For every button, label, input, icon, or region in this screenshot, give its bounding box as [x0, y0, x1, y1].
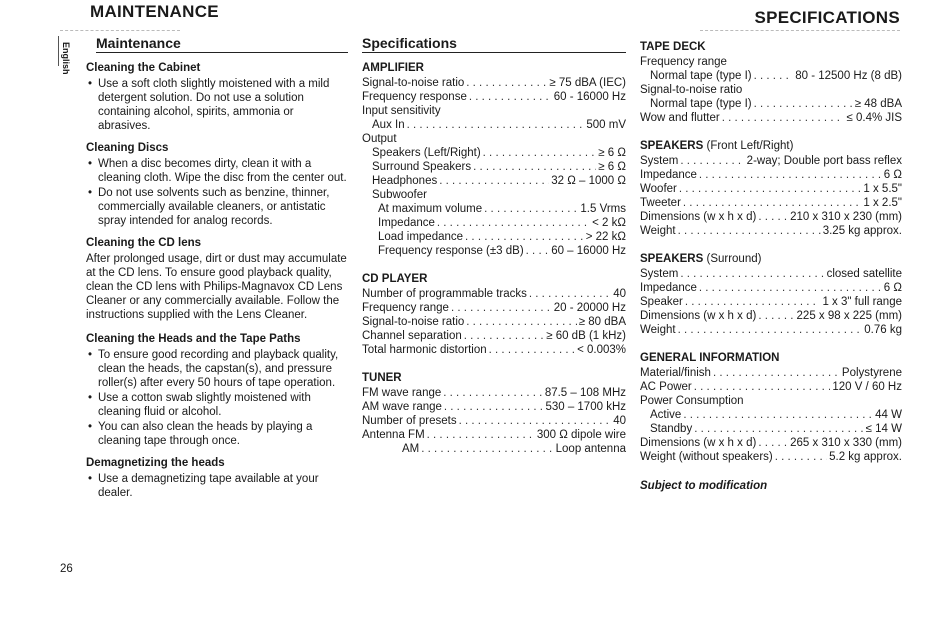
- lens-text: After prolonged usage, dirt or dust may accumulate at the CD lens. To ensure good playback quality, clean the CD lens with Philips-Magnavox CD Lens Cleaner or any commercially available. Follow the instructions supplied with the Lens Cleaner.: [86, 253, 347, 321]
- leader-dots: [529, 287, 611, 301]
- spec-label: Aux In: [372, 119, 405, 131]
- leader-dots: [427, 428, 535, 442]
- specifications-title: Specifications: [362, 36, 626, 53]
- spec-value: Polystyrene: [841, 367, 902, 379]
- spec-row: [640, 196, 902, 210]
- spec-value: < 2 kΩ: [592, 217, 626, 229]
- spec-row: [362, 90, 626, 104]
- tuner-heading: TUNER: [362, 372, 402, 384]
- leader-dots: [680, 267, 824, 281]
- spec-subheading: Input sensitivity: [362, 105, 441, 117]
- spec-row: [640, 366, 902, 380]
- spec-label: Dimensions (w x h x d): [640, 437, 757, 449]
- speakers-surround-title: SPEAKERS: [640, 253, 704, 265]
- spec-value: 20 - 20000 Hz: [553, 302, 626, 314]
- spec-value: ≤ 14 W: [865, 423, 902, 435]
- spec-value: 120 V / 60 Hz: [832, 381, 902, 393]
- spec-label: Speakers (Left/Right): [372, 147, 481, 159]
- spec-value: 40: [613, 288, 626, 300]
- spec-row: [640, 436, 902, 450]
- spec-label: Impedance: [640, 282, 697, 294]
- leader-dots: [694, 380, 831, 394]
- spec-value: 6 Ω: [883, 282, 902, 294]
- spec-label: Normal tape (type I): [650, 98, 752, 110]
- spec-value: 225 x 98 x 225 (mm): [796, 310, 902, 322]
- speakers-front-title: SPEAKERS: [640, 140, 704, 152]
- tape-deck-heading: TAPE DECK: [640, 41, 706, 53]
- spec-row: [362, 244, 626, 258]
- list-item: • Use a soft cloth slightly moistened with a mild detergent solution. Do not use a solution containing alcohol, spirits, ammonia or abrasives.: [86, 77, 348, 133]
- spec-label: Headphones: [372, 175, 438, 187]
- general-info-heading: GENERAL INFORMATION: [640, 352, 780, 364]
- list-item: • You can also clean the heads by playing a cleaning tape through once.: [86, 420, 348, 448]
- leader-dots: [694, 422, 863, 436]
- spec-row: [640, 69, 902, 83]
- maintenance-title: Maintenance: [96, 36, 348, 53]
- spec-value: 1 x 3" full range: [822, 296, 902, 308]
- spec-subheading: Power Consumption: [640, 395, 744, 407]
- list-item: • Use a cotton swab slightly moistened with cleaning fluid or alcohol.: [86, 391, 348, 419]
- spec-label: AM wave range: [362, 401, 442, 413]
- heads-heading: Cleaning the Heads and the Tape Paths: [86, 333, 301, 345]
- spec-row: [362, 428, 626, 442]
- spec-row: [640, 281, 902, 295]
- spec-value: 210 x 310 x 230 (mm): [790, 211, 902, 223]
- spec-row: [362, 400, 626, 414]
- heads-list: [86, 348, 348, 448]
- spec-row: [362, 160, 626, 174]
- spec-value: ≥ 6 Ω: [598, 147, 626, 159]
- spec-label: Impedance: [378, 217, 435, 229]
- spec-label: Tweeter: [640, 197, 681, 209]
- leader-dots: [754, 69, 794, 83]
- spec-row: [362, 202, 626, 216]
- spec-label: Load impedance: [378, 231, 464, 243]
- leader-dots: [437, 216, 590, 230]
- spec-value: 40: [613, 415, 626, 427]
- leader-dots: [466, 315, 576, 329]
- leader-dots: [526, 244, 550, 258]
- spec-row: [640, 224, 902, 238]
- spec-row: [640, 323, 902, 337]
- leader-dots: [484, 202, 578, 216]
- leader-dots: [775, 450, 827, 464]
- speakers-surround-note: (Surround): [706, 253, 762, 265]
- spec-row: [362, 301, 626, 315]
- spec-row: [362, 329, 626, 343]
- spec-value: 2-way; Double port bass reflex: [746, 155, 902, 167]
- spec-row: [362, 343, 626, 357]
- spec-row: [362, 118, 626, 132]
- spec-label: Weight (without speakers): [640, 451, 773, 463]
- spec-row: [362, 216, 626, 230]
- spec-value: 32 Ω – 1000 Ω: [551, 175, 626, 187]
- leader-dots: [451, 301, 552, 315]
- leader-dots: [466, 76, 547, 90]
- leader-dots: [489, 343, 575, 357]
- spec-row: [640, 422, 902, 436]
- spec-row: [640, 408, 902, 422]
- spec-value: 0.76 kg: [864, 324, 902, 336]
- spec-value: 80 - 12500 Hz (8 dB): [795, 70, 902, 82]
- leader-dots: [758, 309, 794, 323]
- leader-dots: [444, 400, 544, 414]
- header-maintenance-title: MAINTENANCE: [90, 2, 219, 21]
- spec-label: Number of programmable tracks: [362, 288, 527, 300]
- leader-dots: [683, 408, 873, 422]
- spec-value: ≥ 48 dBA: [854, 98, 902, 110]
- leader-dots: [699, 281, 882, 295]
- spec-value: 5.2 kg approx.: [829, 451, 902, 463]
- spec-label: Signal-to-noise ratio: [362, 77, 465, 89]
- spec-label: Frequency range: [362, 302, 449, 314]
- spec-label: Dimensions (w x h x d): [640, 310, 757, 322]
- leader-dots: [421, 442, 553, 456]
- spec-value: 500 mV: [586, 119, 626, 131]
- leader-dots: [685, 295, 821, 309]
- leader-dots: [678, 323, 863, 337]
- spec-label: Wow and flutter: [640, 112, 720, 124]
- spec-subheading: Frequency range: [640, 56, 727, 68]
- leader-dots: [459, 414, 612, 428]
- header-divider: [700, 30, 900, 31]
- spec-row: [362, 146, 626, 160]
- leader-dots: [699, 168, 882, 182]
- spec-label: System: [640, 155, 679, 167]
- spec-label: Frequency response: [362, 91, 467, 103]
- spec-subheading: Subwoofer: [372, 189, 427, 201]
- spec-subheading: Signal-to-noise ratio: [640, 84, 743, 96]
- leader-dots: [758, 210, 788, 224]
- spec-row: [640, 450, 902, 464]
- spec-row: [362, 315, 626, 329]
- spec-value: 530 – 1700 kHz: [545, 401, 626, 413]
- spec-row: [362, 414, 626, 428]
- leader-dots: [473, 160, 596, 174]
- page-number: 26: [60, 563, 73, 575]
- spec-row: [640, 97, 902, 111]
- leader-dots: [443, 386, 543, 400]
- spec-value: ≥ 6 Ω: [598, 161, 626, 173]
- spec-value: 6 Ω: [883, 169, 902, 181]
- list-item: • Use a demagnetizing tape available at your dealer.: [86, 472, 348, 500]
- spec-label: AM: [402, 443, 420, 455]
- leader-dots: [483, 146, 597, 160]
- spec-label: Standby: [650, 423, 693, 435]
- discs-heading: Cleaning Discs: [86, 142, 169, 154]
- spec-label: Speaker: [640, 296, 683, 308]
- spec-label: Weight: [640, 225, 676, 237]
- speakers-surround-heading: [640, 252, 902, 266]
- maintenance-column: [86, 36, 348, 501]
- specifications-column-1: [362, 36, 626, 456]
- language-side-tab: [58, 36, 73, 75]
- spec-row: [362, 230, 626, 244]
- spec-row: [362, 287, 626, 301]
- spec-label: Total harmonic distortion: [362, 344, 487, 356]
- spec-row: [362, 442, 626, 456]
- spec-row: [362, 386, 626, 400]
- leader-dots: [678, 224, 821, 238]
- spec-row: [640, 309, 902, 323]
- cabinet-list: [86, 77, 348, 133]
- spec-label: Active: [650, 409, 682, 421]
- spec-row: [640, 111, 902, 125]
- leader-dots: [469, 90, 552, 104]
- spec-row: [640, 168, 902, 182]
- demag-list: [86, 472, 348, 500]
- leader-dots: [407, 118, 585, 132]
- spec-label: Impedance: [640, 169, 697, 181]
- spec-value: ≥ 60 dB (1 kHz): [546, 330, 626, 342]
- spec-value: 1.5 Vrms: [580, 203, 626, 215]
- spec-label: Dimensions (w x h x d): [640, 211, 757, 223]
- list-item: • When a disc becomes dirty, clean it with a cleaning cloth. Wipe the disc from the center out.: [86, 157, 348, 185]
- spec-value: 1 x 5.5": [863, 183, 902, 195]
- list-item: • To ensure good recording and playback quality, clean the heads, the capstan(s), and pressure roller(s) after every 50 hours of tape operation.: [86, 348, 348, 390]
- spec-label: Number of presets: [362, 415, 457, 427]
- subject-to-modification-note: Subject to modification: [640, 480, 768, 492]
- spec-label: Normal tape (type I): [650, 70, 752, 82]
- spec-label: FM wave range: [362, 387, 442, 399]
- header-divider: [60, 30, 180, 31]
- leader-dots: [680, 154, 744, 168]
- spec-label: Material/finish: [640, 367, 711, 379]
- spec-label: Weight: [640, 324, 676, 336]
- spec-row: [640, 182, 902, 196]
- leader-dots: [679, 182, 862, 196]
- header-specifications-title: SPECIFICATIONS: [754, 8, 900, 27]
- spec-value: closed satellite: [826, 268, 902, 280]
- spec-row: [640, 154, 902, 168]
- leader-dots: [722, 111, 845, 125]
- spec-row: [640, 380, 902, 394]
- spec-label: Antenna FM: [362, 429, 425, 441]
- language-tab-label: English: [61, 42, 71, 75]
- spec-value: 1 x 2.5": [863, 197, 902, 209]
- spec-label: Woofer: [640, 183, 677, 195]
- spec-label: AC Power: [640, 381, 692, 393]
- spec-value: < 0.003%: [577, 344, 626, 356]
- spec-label: System: [640, 268, 679, 280]
- spec-row: [640, 295, 902, 309]
- spec-value: 300 Ω dipole wire: [536, 429, 626, 441]
- list-item: • Do not use solvents such as benzine, thinner, commercially available cleaners, or antistatic spray intended for analog records.: [86, 186, 348, 228]
- leader-dots: [713, 366, 840, 380]
- cd-player-heading: CD PLAYER: [362, 273, 428, 285]
- speakers-front-note: (Front Left/Right): [706, 140, 794, 152]
- leader-dots: [683, 196, 861, 210]
- spec-value: 87.5 – 108 MHz: [544, 387, 626, 399]
- spec-value: Loop antenna: [555, 443, 626, 455]
- spec-value: 60 – 16000 Hz: [551, 245, 626, 257]
- spec-value: 265 x 310 x 330 (mm): [790, 437, 902, 449]
- spec-value: ≤ 0.4% JIS: [846, 112, 902, 124]
- spec-value: > 22 kΩ: [585, 231, 626, 243]
- lens-heading: Cleaning the CD lens: [86, 237, 202, 249]
- leader-dots: [464, 329, 544, 343]
- spec-value: 3.25 kg approx.: [822, 225, 902, 237]
- leader-dots: [754, 97, 853, 111]
- leader-dots: [758, 436, 788, 450]
- spec-value: 44 W: [875, 409, 902, 421]
- spec-row: [640, 210, 902, 224]
- leader-dots: [439, 174, 549, 188]
- spec-row: [362, 76, 626, 90]
- spec-value: ≥ 75 dBA (IEC): [549, 77, 626, 89]
- spec-value: ≥ 80 dBA: [578, 316, 626, 328]
- spec-label: Frequency response (±3 dB): [378, 245, 524, 257]
- spec-label: Channel separation: [362, 330, 462, 342]
- cabinet-heading: Cleaning the Cabinet: [86, 62, 201, 74]
- spec-label: At maximum volume: [378, 203, 483, 215]
- speakers-front-heading: [640, 139, 902, 153]
- spec-label: Surround Speakers: [372, 161, 472, 173]
- spec-row: [362, 174, 626, 188]
- spec-label: Signal-to-noise ratio: [362, 316, 465, 328]
- discs-list: [86, 157, 348, 228]
- spec-value: 60 - 16000 Hz: [553, 91, 626, 103]
- amplifier-heading: AMPLIFIER: [362, 62, 424, 74]
- spec-subheading: Output: [362, 133, 397, 145]
- specifications-column-2: [640, 36, 902, 464]
- spec-row: [640, 267, 902, 281]
- leader-dots: [465, 230, 584, 244]
- demag-heading: Demagnetizing the heads: [86, 457, 225, 469]
